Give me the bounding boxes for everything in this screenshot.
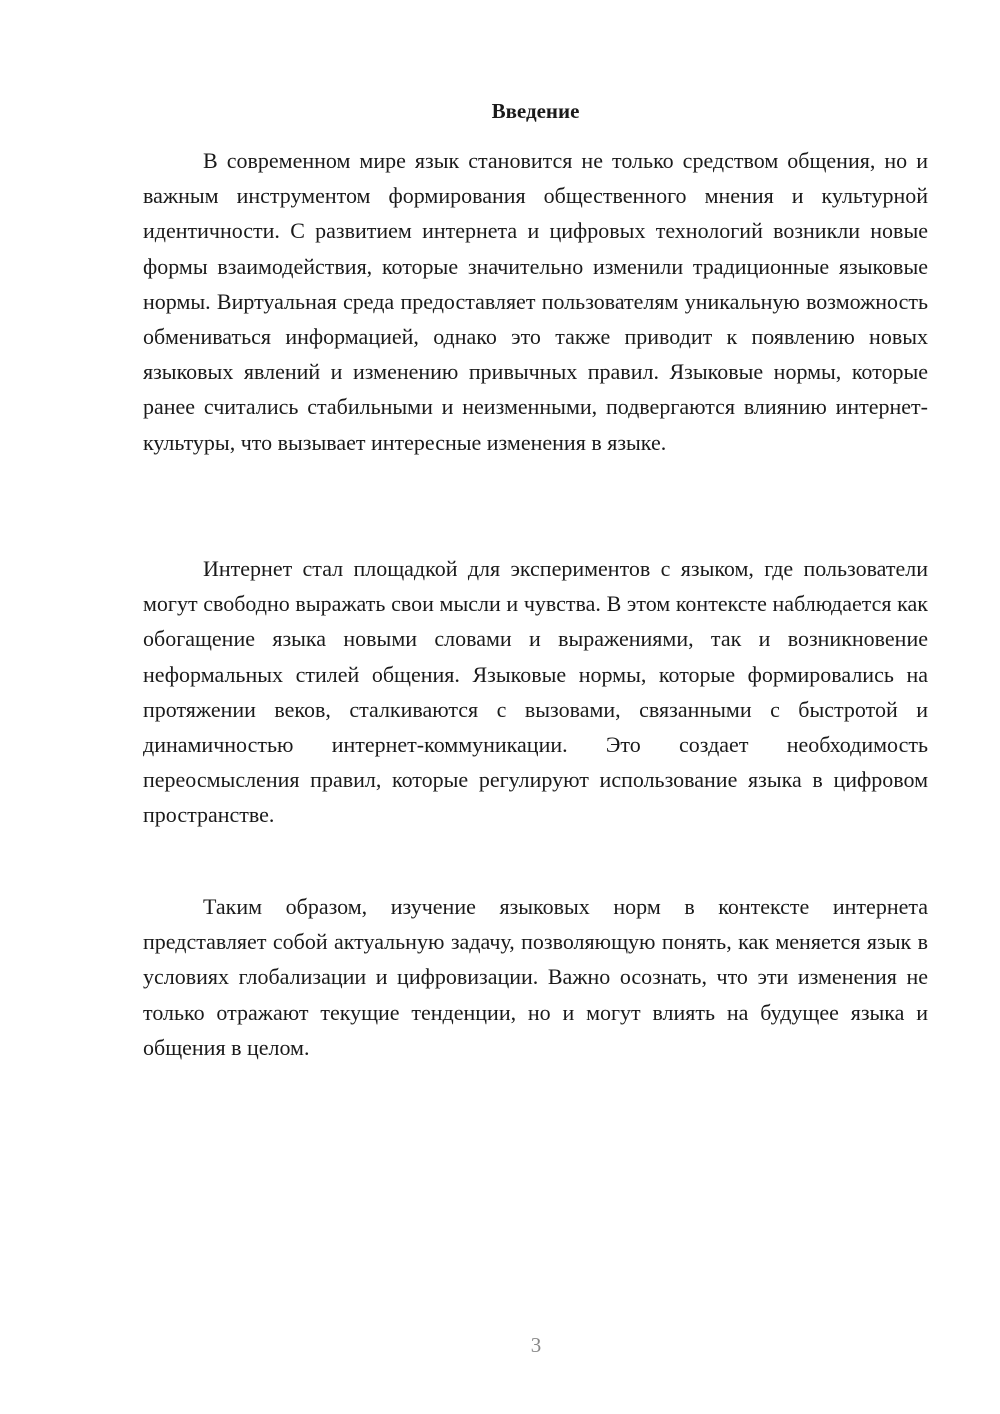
paragraph-intro: В современном мире язык становится не только средством общения, но и важным инструментом формирования общественного мнения и культурной идентичности. С развитием интернета и цифровых технологий возникли новые формы взаимодействия, которые значительно изменили традиционные языковые нормы. Виртуальная среда предоставляет пользователям уникальную возможность обмениваться информацией, однако это также приводит к появлению новых языковых явлений и изменению привычных правил. Языковые нормы, которые ранее считались стабильными и неизменными, подвергаются влиянию интернет-культуры, что вызывает интересные изменения в языке. bbox=[143, 148, 928, 455]
paragraph-internet: Интернет стал площадкой для экспериментов с языком, где пользователи могут свободно выражать свои мысли и чувства. В этом контексте наблюдается как обогащение языка новыми словами и выражениями, так и возникновение неформальных стилей общения. Языковые нормы, которые формировались на протяжении веков, сталкиваются с вызовами, связанными с быстротой и динамичностью интернет-коммуникации. Это создает необходимость переосмысления правил, которые регулируют использование языка в цифровом пространстве. bbox=[143, 556, 928, 828]
page-number: 3 bbox=[530, 1333, 542, 1357]
section-heading: Введение bbox=[491, 99, 580, 123]
paragraph-conclusion: Таким образом, изучение языковых норм в контексте интернета представляет собой актуальную задачу, позволяющую понять, как меняется язык в условиях глобализации и цифровизации. Важно осознать, что эти изменения не только отражают текущие тенденции, но и могут влиять на будущее языка и общения в целом. bbox=[143, 894, 928, 1060]
